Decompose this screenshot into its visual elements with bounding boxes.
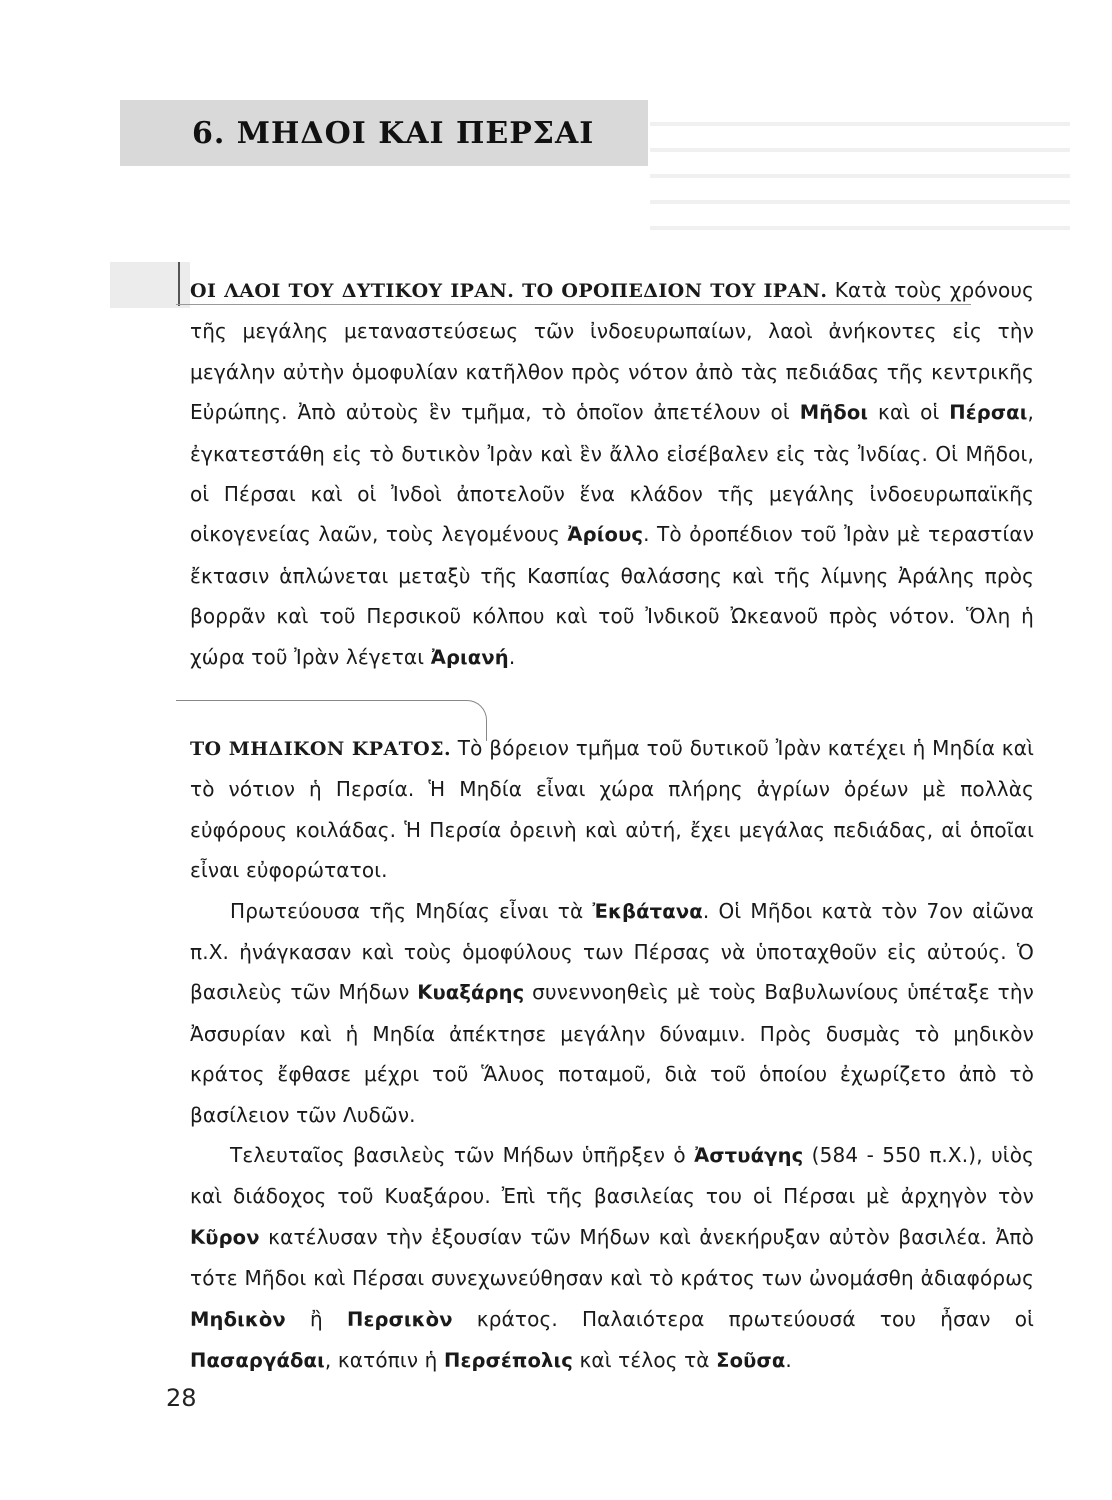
text-run: . [785,1348,792,1373]
bold-term: Πασαργάδαι [190,1349,325,1373]
text-run: ἢ [285,1306,347,1331]
text-run: . Οἱ Μῆδοι κατὰ τὸν 7ον αἰῶνα π.Χ. ἠνάγκασαν καὶ τοὺς ὁμοφύλους των Πέρσας νὰ ὑποταχθοῦν εἰς αὐτούς. Ὁ βασιλεὺς τῶν Μήδων [190,898,1034,1005]
page-number: 28 [166,1384,197,1412]
bold-term: Κυαξάρης [417,981,525,1005]
text-run: . [508,644,516,669]
bold-term: Μηδικὸν [190,1307,286,1331]
bold-term: Σοῦσα [716,1349,786,1373]
text-run: Τελευταῖος βασιλεὺς τῶν Μήδων ὑπῆρξεν ὁ [230,1143,695,1168]
text-run: συνεννοηθεὶς μὲ τοὺς Βαβυλωνίους ὑπέταξε τὴν Ἀσσυρίαν καὶ ἡ Μηδία ἀπέκτησε μεγάλην δύναμιν. Πρὸς δυσμὰς τὸ μηδικὸν κράτος ἔφθασε μέχρι τοῦ Ἅλυος ποταμοῦ, διὰ τοῦ ὁποίου ἐχωρίζετο ἀπὸ τὸ βασίλειον τῶν Λυδῶν. [190,980,1034,1127]
bold-term: Ἐκβάτανα [592,899,703,923]
bold-term: Περσικὸν [346,1307,453,1331]
section-heading: ΟΙ ΛΑΟΙ ΤΟΥ ΔΥΤΙΚΟΥ ΙΡΑΝ. ΤΟ ΟΡΟΠΕΔΙΟΝ ΤΟΥ ΙΡΑΝ. [190,280,828,302]
text-run: , ἐγκατεστάθη εἰς τὸ δυτικὸν Ἰρὰν καὶ ἓν ἄλλο εἰσέβαλεν εἰς τὰς Ἰνδίας. Οἱ Μῆδοι, οἱ Πέρσαι καὶ οἱ Ἰνδοὶ ἀποτελοῦν ἕνα κλάδον τῆς μεγάλης ἰνδοευρωπαϊκῆς οἰκογενείας λαῶν, τοὺς λεγομένους [190,400,1034,547]
show-through-texture [650,100,1070,250]
bold-term: Ἀρίους [567,523,644,547]
bold-term: Περσέπολις [443,1349,573,1373]
pen-margin-mark [178,262,180,306]
text-run: Τὸ βόρειον τμῆμα τοῦ δυτικοῦ Ἰρὰν κατέχει ἡ Μηδία καὶ τὸ νότιον ἡ Περσία. Ἡ Μηδία εἶναι χώρα πλήρης ἀγρίων ὀρέων μὲ πολλὰς εὐφόρους κοιλάδας. Ἡ Περσία ὀρεινὴ καὶ αὐτή, ἔχει μεγάλας πεδιάδας, αἱ ὁποῖαι εἶναι εὐφορώτατοι. [190,736,1034,883]
bold-term: Κῦρον [190,1225,260,1249]
paragraph [190,728,1034,891]
paragraph [190,270,1034,678]
text-run: κράτος. Παλαιότερα πρωτεύουσά του ἦσαν οἱ [452,1306,1034,1331]
text-run: Κατὰ τοὺς χρόνους τῆς μεγάλης μεταναστεύσεως τῶν ἰνδοευρωπαίων, λαοὶ ἀνήκοντες εἰς τὴν μεγάλην αὐτὴν ὁμοφυλίαν κατῆλθον πρὸς νότον ἀπὸ τὰς πεδιάδας τῆς κεντρικῆς Εὐρώπης. Ἀπὸ αὐτοὺς ἓν τμῆμα, τὸ ὁποῖον ἀπετέλουν οἱ [190,278,1034,425]
section-iran-peoples [190,270,1034,678]
bold-term: Πέρσαι [949,401,1028,425]
bold-term: Ἀριανή [430,645,509,669]
text-run: . Τὸ ὀροπέδιον τοῦ Ἰρὰν μὲ τεραστίαν ἔκτασιν ἁπλώνεται μεταξὺ τῆς Κασπίας θαλάσσης καὶ τῆς λίμνης Ἀράλης πρὸς βορρᾶν καὶ τοῦ Περσικοῦ κόλπου καὶ τοῦ Ἰνδικοῦ Ὠκεανοῦ πρὸς νότον. Ὅλη ἡ χώρα τοῦ Ἰρὰν λέγεται [190,522,1035,669]
text-run: καὶ τέλος τὰ [572,1348,717,1373]
text-run: (584 - 550 π.Χ.), υἱὸς καὶ διάδοχος τοῦ Κυαξάρου. Ἐπὶ τῆς βασιλείας του οἱ Πέρσαι μὲ ἀρχηγὸν τὸν [190,1143,1034,1209]
paragraph [190,1135,1034,1381]
text-run: , κατόπιν ἡ [324,1348,444,1373]
text-run: Πρωτεύουσα τῆς Μηδίας εἶναι τὰ [230,898,593,923]
text-run: καὶ οἱ [868,400,950,425]
bold-term: Ἀστυάγης [694,1144,804,1168]
section-heading: ΤΟ ΜΗΔΙΚΟΝ ΚΡΑΤΟΣ. [190,738,451,760]
section-median-state [190,728,1034,1382]
paragraph [190,891,1034,1135]
text-run: κατέλυσαν τὴν ἐξουσίαν τῶν Μήδων καὶ ἀνεκήρυξαν αὐτὸν βασιλέα. Ἀπὸ τότε Μῆδοι καὶ Πέρσαι συνεχωνεύθησαν καὶ τὸ κράτος των ὠνομάσθη ἀδιαφόρως [190,1224,1034,1291]
chapter-title: 6. ΜΗΔΟΙ ΚΑΙ ΠΕΡΣΑΙ [192,116,595,151]
bold-term: Μῆδοι [799,401,869,425]
